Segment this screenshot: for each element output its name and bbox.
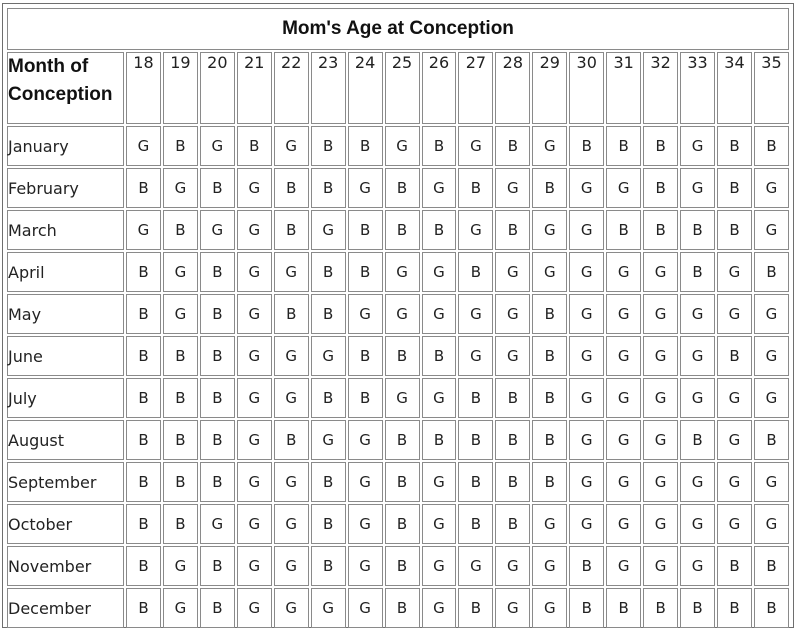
table-row [7,546,789,586]
gender-cell: G [643,462,678,502]
table-body [7,126,789,628]
gender-cell: G [458,546,493,586]
gender-cell: G [385,252,420,292]
gender-cell: B [385,210,420,250]
table-title: Mom's Age at Conception [7,8,789,50]
gender-cell: B [717,168,752,208]
gender-cell: B [680,210,715,250]
age-header: 35 [754,52,789,124]
gender-cell: G [606,462,641,502]
gender-cell: G [754,378,789,418]
gender-cell: B [643,210,678,250]
gender-cell: B [532,378,567,418]
gender-cell: B [348,252,383,292]
gender-cell: B [606,588,641,628]
header-row [7,52,789,124]
gender-cell: G [569,378,604,418]
gender-cell: G [643,504,678,544]
gender-cell: G [422,462,457,502]
month-label: April [7,252,124,292]
gender-cell: G [458,336,493,376]
gender-cell: B [200,462,235,502]
gender-cell: B [385,546,420,586]
gender-cell: B [348,210,383,250]
table-row [7,336,789,376]
gender-cell: G [126,210,161,250]
age-header: 33 [680,52,715,124]
gender-cell: G [569,420,604,460]
month-label: June [7,336,124,376]
gender-cell: G [422,294,457,334]
gender-cell: B [274,294,309,334]
gender-cell: G [311,588,346,628]
gender-cell: G [458,126,493,166]
gender-cell: B [458,378,493,418]
gender-cell: G [348,546,383,586]
gender-cell: B [532,168,567,208]
gender-cell: B [569,588,604,628]
chart-frame [2,3,794,628]
gender-cell: B [311,378,346,418]
gender-cell: G [495,588,530,628]
gender-cell: G [348,420,383,460]
gender-cell: G [569,210,604,250]
gender-cell: G [348,588,383,628]
gender-cell: G [274,546,309,586]
age-header: 34 [717,52,752,124]
month-label: December [7,588,124,628]
gender-cell: G [754,504,789,544]
gender-cell: B [569,126,604,166]
age-header: 29 [532,52,567,124]
gender-cell: G [495,294,530,334]
gender-cell: G [458,294,493,334]
gender-cell: G [311,420,346,460]
gender-cell: G [680,546,715,586]
gender-cell: G [606,336,641,376]
gender-cell: B [422,336,457,376]
gender-cell: G [274,504,309,544]
gender-cell: B [643,588,678,628]
gender-cell: G [532,252,567,292]
table-row [7,294,789,334]
gender-cell: G [385,378,420,418]
gender-cell: B [311,546,346,586]
age-header: 18 [126,52,161,124]
table-row [7,504,789,544]
gender-cell: B [495,504,530,544]
gender-cell: G [237,462,272,502]
gender-cell: G [274,336,309,376]
gender-cell: G [237,420,272,460]
gender-cell: B [680,420,715,460]
gender-cell: B [200,336,235,376]
gender-cell: G [532,504,567,544]
gender-cell: B [163,210,198,250]
gender-cell: B [311,462,346,502]
gender-cell: B [495,378,530,418]
gender-cell: B [163,378,198,418]
gender-cell: G [606,252,641,292]
gender-cell: G [422,504,457,544]
gender-cell: B [422,420,457,460]
gender-cell: B [458,462,493,502]
gender-cell: G [643,294,678,334]
gender-prediction-table [5,6,791,630]
gender-cell: G [643,252,678,292]
age-header: 20 [200,52,235,124]
gender-cell: G [532,126,567,166]
gender-cell: B [237,126,272,166]
gender-cell: G [754,168,789,208]
corner-label: Month of Conception [7,52,124,124]
gender-cell: G [237,504,272,544]
gender-cell: G [569,168,604,208]
gender-cell: B [495,210,530,250]
month-label: October [7,504,124,544]
gender-cell: G [200,504,235,544]
gender-cell: B [126,504,161,544]
gender-cell: B [274,420,309,460]
gender-cell: B [495,126,530,166]
gender-cell: G [348,294,383,334]
gender-cell: G [680,168,715,208]
gender-cell: B [311,252,346,292]
gender-cell: B [458,168,493,208]
age-header: 27 [458,52,493,124]
gender-cell: G [680,378,715,418]
gender-cell: B [126,294,161,334]
gender-cell: G [754,336,789,376]
gender-cell: B [126,546,161,586]
gender-cell: G [237,546,272,586]
gender-cell: G [237,588,272,628]
month-label: September [7,462,124,502]
table-row [7,252,789,292]
gender-cell: B [200,294,235,334]
gender-cell: B [311,294,346,334]
gender-cell: G [385,294,420,334]
gender-cell: B [495,462,530,502]
gender-cell: B [717,210,752,250]
age-header: 31 [606,52,641,124]
gender-cell: G [717,420,752,460]
gender-cell: B [422,210,457,250]
gender-cell: B [422,126,457,166]
gender-cell: G [274,252,309,292]
gender-cell: B [606,210,641,250]
gender-cell: B [126,336,161,376]
gender-cell: G [163,294,198,334]
age-header: 24 [348,52,383,124]
month-label: January [7,126,124,166]
gender-cell: G [717,462,752,502]
gender-cell: G [274,126,309,166]
gender-cell: B [200,420,235,460]
gender-cell: G [237,336,272,376]
gender-cell: G [717,504,752,544]
month-label: February [7,168,124,208]
gender-cell: B [754,126,789,166]
age-header: 23 [311,52,346,124]
gender-cell: G [458,210,493,250]
gender-cell: B [274,168,309,208]
gender-cell: B [126,378,161,418]
age-header: 19 [163,52,198,124]
gender-cell: G [237,210,272,250]
gender-cell: G [237,252,272,292]
gender-cell: G [422,378,457,418]
gender-cell: G [532,546,567,586]
gender-cell: B [458,588,493,628]
gender-cell: B [458,420,493,460]
gender-cell: G [348,462,383,502]
gender-cell: B [385,504,420,544]
gender-cell: B [717,336,752,376]
age-header: 30 [569,52,604,124]
gender-cell: G [200,210,235,250]
gender-cell: B [643,168,678,208]
gender-cell: G [643,420,678,460]
gender-cell: G [606,378,641,418]
gender-cell: B [754,420,789,460]
gender-cell: G [274,462,309,502]
month-label: November [7,546,124,586]
age-header: 22 [274,52,309,124]
gender-cell: G [200,126,235,166]
gender-cell: B [754,546,789,586]
gender-cell: B [126,588,161,628]
gender-cell: G [717,294,752,334]
gender-cell: B [126,420,161,460]
month-label: May [7,294,124,334]
table-row [7,378,789,418]
table-row [7,420,789,460]
gender-cell: B [163,504,198,544]
gender-cell: B [126,168,161,208]
gender-cell: B [643,126,678,166]
gender-cell: G [606,168,641,208]
gender-cell: B [311,126,346,166]
gender-cell: G [274,588,309,628]
gender-cell: B [385,168,420,208]
gender-cell: G [422,588,457,628]
table-row [7,210,789,250]
gender-cell: B [569,546,604,586]
gender-cell: G [569,336,604,376]
gender-cell: G [606,546,641,586]
month-label: March [7,210,124,250]
gender-cell: B [163,462,198,502]
gender-cell: G [422,546,457,586]
gender-cell: B [717,546,752,586]
gender-cell: G [237,378,272,418]
gender-cell: B [348,126,383,166]
gender-cell: G [163,168,198,208]
gender-cell: G [532,210,567,250]
age-header: 32 [643,52,678,124]
gender-cell: G [680,336,715,376]
gender-cell: G [680,294,715,334]
gender-cell: B [311,504,346,544]
age-header: 28 [495,52,530,124]
gender-cell: B [200,378,235,418]
gender-cell: G [163,546,198,586]
gender-cell: G [754,462,789,502]
gender-cell: G [569,462,604,502]
gender-cell: G [422,252,457,292]
gender-cell: G [422,168,457,208]
gender-cell: G [495,168,530,208]
gender-cell: B [200,168,235,208]
gender-cell: B [311,168,346,208]
gender-cell: B [754,588,789,628]
gender-cell: G [495,336,530,376]
gender-cell: B [274,210,309,250]
gender-cell: G [606,294,641,334]
gender-cell: B [532,336,567,376]
table-row [7,588,789,628]
gender-cell: G [717,378,752,418]
table-row [7,168,789,208]
table-row [7,462,789,502]
gender-cell: G [569,504,604,544]
gender-cell: B [348,378,383,418]
gender-cell: G [606,420,641,460]
gender-cell: B [200,588,235,628]
gender-cell: B [385,336,420,376]
age-header: 25 [385,52,420,124]
gender-cell: G [643,378,678,418]
gender-cell: G [348,168,383,208]
gender-cell: G [163,252,198,292]
month-label: August [7,420,124,460]
gender-cell: G [569,252,604,292]
gender-cell: B [200,546,235,586]
gender-cell: G [385,126,420,166]
gender-cell: G [643,336,678,376]
gender-cell: G [495,252,530,292]
gender-cell: B [385,588,420,628]
gender-cell: G [680,504,715,544]
gender-cell: B [680,588,715,628]
gender-cell: B [532,462,567,502]
gender-cell: G [126,126,161,166]
gender-cell: G [606,504,641,544]
gender-cell: G [495,546,530,586]
gender-cell: G [717,252,752,292]
gender-cell: B [458,252,493,292]
gender-cell: G [311,336,346,376]
gender-cell: B [680,252,715,292]
gender-cell: B [606,126,641,166]
gender-cell: B [163,420,198,460]
gender-cell: B [348,336,383,376]
gender-cell: B [495,420,530,460]
gender-cell: G [237,294,272,334]
age-header: 21 [237,52,272,124]
age-header: 26 [422,52,457,124]
gender-cell: G [311,210,346,250]
gender-cell: B [200,252,235,292]
gender-cell: G [754,294,789,334]
gender-cell: G [680,126,715,166]
gender-cell: B [458,504,493,544]
gender-cell: B [754,252,789,292]
table-row [7,126,789,166]
gender-cell: G [532,588,567,628]
gender-cell: B [163,336,198,376]
gender-cell: G [569,294,604,334]
gender-cell: B [385,420,420,460]
gender-cell: G [754,210,789,250]
month-label: July [7,378,124,418]
gender-cell: G [643,546,678,586]
gender-cell: G [348,504,383,544]
gender-cell: B [163,126,198,166]
gender-cell: B [717,588,752,628]
gender-cell: B [717,126,752,166]
gender-cell: G [163,588,198,628]
gender-cell: B [126,252,161,292]
gender-cell: G [237,168,272,208]
gender-cell: B [385,462,420,502]
gender-cell: B [532,420,567,460]
gender-cell: B [532,294,567,334]
gender-cell: G [274,378,309,418]
gender-cell: G [680,462,715,502]
gender-cell: B [126,462,161,502]
